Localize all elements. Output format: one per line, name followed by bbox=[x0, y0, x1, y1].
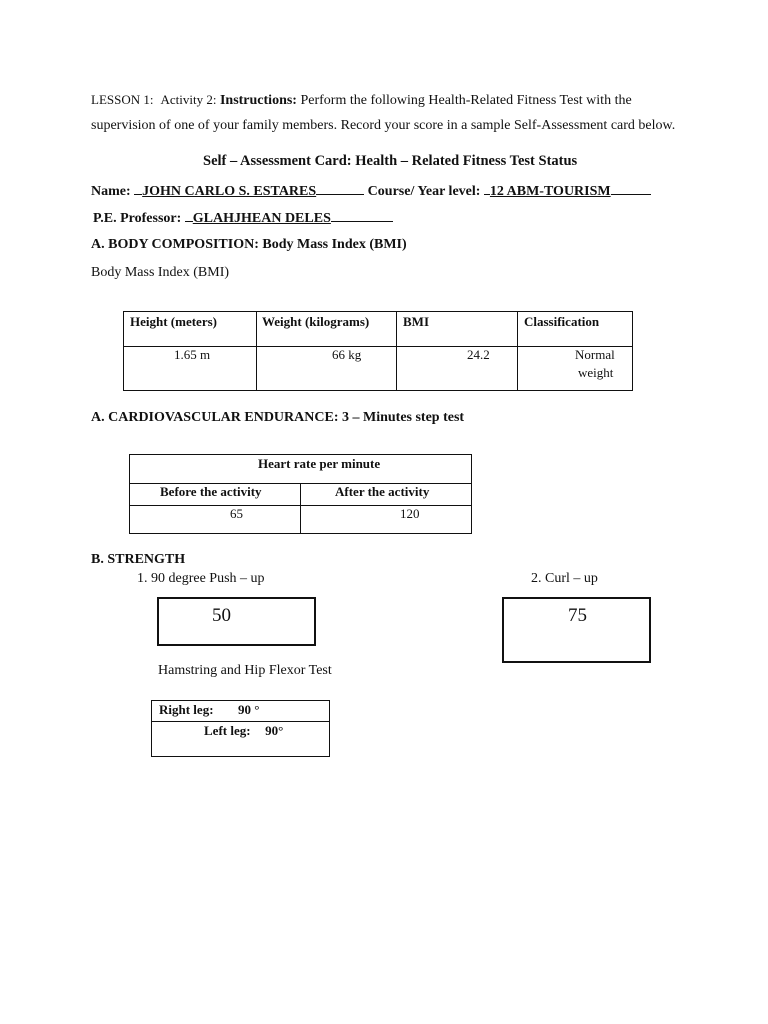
curl-up-box bbox=[502, 597, 651, 663]
bmi-header-bmi: BMI bbox=[403, 314, 429, 329]
bmi-value: 24.2 bbox=[467, 347, 490, 362]
strength-heading: B. STRENGTH bbox=[91, 552, 186, 567]
flexor-test-title: Hamstring and Hip Flexor Test bbox=[158, 663, 332, 678]
before-activity-header: Before the activity bbox=[160, 484, 262, 499]
right-leg-label: Right leg: bbox=[159, 702, 214, 717]
after-activity-value: 120 bbox=[400, 506, 420, 521]
left-leg-value: 90° bbox=[265, 723, 284, 738]
curl-up-value: 75 bbox=[568, 605, 587, 626]
cardio-heading: A. CARDIOVASCULAR ENDURANCE: 3 – Minutes step test bbox=[91, 410, 465, 425]
push-up-label: 1. 90 degree Push – up bbox=[137, 571, 265, 586]
name-course-row bbox=[91, 182, 651, 200]
bmi-subheading: Body Mass Index (BMI) bbox=[91, 265, 230, 280]
bmi-classification-line2: weight bbox=[578, 365, 614, 380]
activity-label: Activity 2: bbox=[160, 92, 217, 107]
course-label: Course/ Year level: bbox=[367, 184, 481, 199]
bmi-classification-line1: Normal bbox=[575, 347, 615, 362]
flexor-table bbox=[151, 700, 330, 757]
body-composition-heading: A. BODY COMPOSITION: Body Mass Index (BMI) bbox=[91, 237, 407, 252]
bmi-height-value: 1.65 m bbox=[174, 347, 211, 362]
bmi-weight-value: 66 kg bbox=[332, 347, 362, 362]
intro-line-1 bbox=[91, 92, 632, 109]
before-activity-value: 65 bbox=[230, 506, 243, 521]
bmi-header-weight: Weight (kilograms) bbox=[262, 314, 370, 329]
heart-rate-table bbox=[129, 454, 472, 534]
left-leg-row bbox=[204, 723, 283, 739]
after-activity-header: After the activity bbox=[335, 484, 430, 499]
instructions-text-1: Perform the following Health-Related Fitness Test with the bbox=[300, 93, 632, 108]
student-name: JOHN CARLO S. ESTARES bbox=[142, 184, 317, 199]
professor-name: GLAHJHEAN DELES bbox=[192, 211, 331, 226]
lesson-label: LESSON 1: bbox=[91, 92, 154, 107]
heart-rate-title: Heart rate per minute bbox=[258, 456, 381, 471]
push-up-box bbox=[157, 597, 316, 646]
bmi-header-classification: Classification bbox=[524, 314, 600, 329]
right-leg-value: 90 ° bbox=[238, 702, 260, 717]
course-value: 12 ABM-TOURISM bbox=[489, 184, 611, 199]
push-up-value: 50 bbox=[212, 605, 231, 626]
curl-up-label: 2. Curl – up bbox=[531, 571, 598, 586]
card-title: Self – Assessment Card: Health – Related Fitness Test Status bbox=[203, 153, 578, 169]
right-leg-row bbox=[159, 702, 259, 718]
professor-row bbox=[93, 209, 393, 227]
bmi-header-height: Height (meters) bbox=[130, 314, 217, 329]
name-label: Name: bbox=[91, 184, 131, 199]
instructions-label: Instructions: bbox=[219, 93, 297, 108]
instructions-text-2: supervision of one of your family members. Record your score in a sample Self-Assessment card below. bbox=[91, 118, 676, 133]
professor-label: P.E. Professor: bbox=[93, 211, 182, 226]
bmi-table bbox=[123, 311, 633, 391]
left-leg-label: Left leg: bbox=[204, 723, 251, 738]
